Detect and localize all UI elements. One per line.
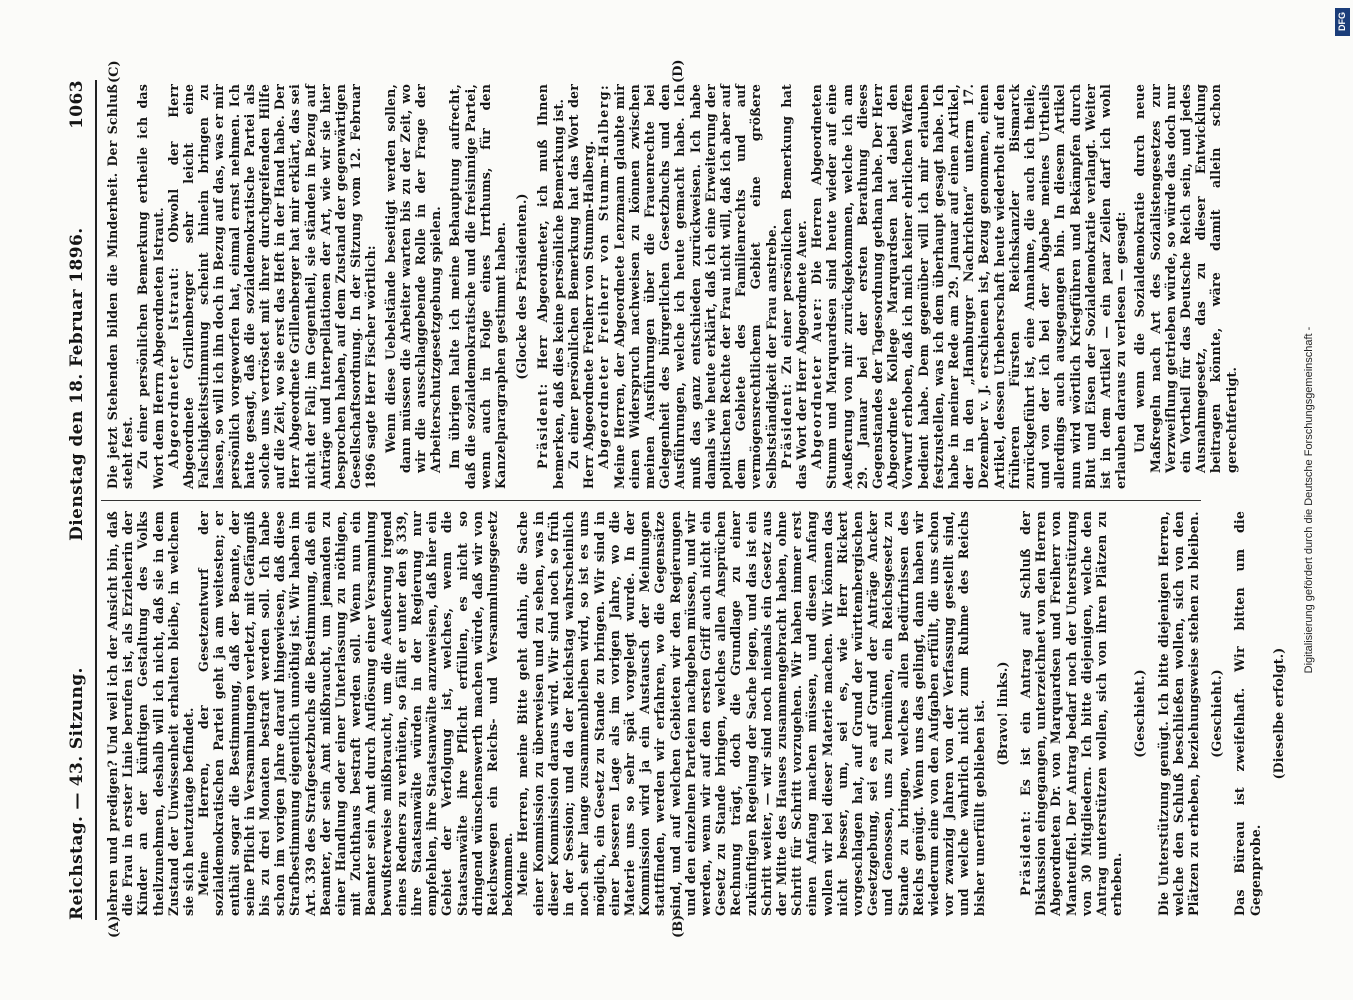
margin-marker-a: (A) bbox=[107, 915, 122, 938]
dfg-logo: DFG bbox=[1335, 8, 1350, 36]
paragraph: Meine Herren, der Abgeordnete Lenzmann glaubte mir einen Widerspruch nachweisen zu können zwischen meinen Ausführungen über die Frauenrechte bei Gelegenheit des bürgerlichen Gesetzbuchs und den Ausführungen, welche ich heute gemacht habe. Ich muß das ganz entschieden zurückweisen. Ich habe damals wie heute erklärt, daß ich eine Erweiterung der politischen Rechte der Frau nicht will, daß ich aber auf dem Gebiete des Familienrechts und auf vermögensrechtlichem Gebiet eine größere Selbstständigkeit der Frau anstrebe. bbox=[611, 84, 779, 489]
paragraph: Meine Herren, meine Bitte geht dahin, die Sache einer Kommission zu überweisen und zu sehen, was in dieser Kommission daraus wird. Wir sind noch so früh in der Session; und da der Reichstag wahrscheinlich noch sehr lange zusammenbleiben wird, so ist es uns möglich, ein Gesetz zu Stande zu bringen. Wir sind in einer besseren Lage als im vorigen Jahre, wo die Materie uns so sehr spät vorgelegt wurde. In der Kommission wird ja ein Austausch der Meinungen stattfinden, werden wir erfahren, wo die Gegensätze sind, und auf welchen Gebieten wir den Regierungen und den einzelnen Parteien nachgeben müssen, und wir werden, wenn wir auf den ersten Griff auch nicht ein Gesetz zu Stande bringen, welches allen Ansprüchen Rechnung trägt, doch die Grundlage zu einer zukünftigen Regelung der Sache legen, und das ist ein Schritt weiter, — wir sind noch niemals ein Gesetz aus der Mitte des Hauses zusammengebracht haben, ohne Schritt für Schritt vorzugehen. Wir haben immer erst einen Anfang machen müssen, und diesen Anfang wollen wir bei dieser Materie machen. Wir können das nicht besser, um, sei es, wie Herr Rickert vorgeschlagen hat, auf Grund der württembergischen Gesetzgebung, sei es auf Grund der Anträge Ancker und Genossen, uns zu bemühen, ein Reichsgesetz zu Stande zu bringen, welches allen Bedürfnissen des Reichs genügt. Wenn uns das gelingt, dann haben wir wiederum eine von den Aufgaben erfüllt, die uns schon vor zwanzig Jahren von der Verfassung gestellt sind, und welche wahrlich nicht zum Ruhme des Reichs bisher unerfüllt geblieben ist. bbox=[515, 511, 987, 916]
stage-direction: (Dieselbe erfolgt.) bbox=[1270, 647, 1286, 780]
stage-direction: (Geschieht.) bbox=[1132, 669, 1148, 758]
page-number: 1063 bbox=[67, 80, 87, 129]
paragraph: Obwohl der Herr Abgeordnete Grillenberger sehr leicht eine Falschigkeitsstimmung scheint hinein bringen zu lassen, so will ich ihn doch in Bezug auf das, was er mir persönlich vorgeworfen hat, einmal ernst nehmen. Ich hatte gesagt, daß die sozialdemokratische Partei als solche uns vertröstet mit ihrer durchgreifenden Hilfe auf die Zeit, wo sie erst das Heft in der Hand habe. Der Herr Abgeordnete Grillenberger hat mir erklärt, das sei nicht der Fall; im Gegentheil, sie ständen in Bezug auf Anträge und Interpellationen der Art, wie wir sie hier besprochen haben, auf dem Zustand der gegenwärtigen Gesellschaftsordnung. In der Sitzung vom 12. Februar 1896 sagte Herr Fischer wörtlich: bbox=[165, 84, 379, 489]
paragraph: Im übrigen halte ich meine Behauptung aufrecht, daß die sozialdemokratische und die freisinnige Partei, wenn auch in Folge eines Irrthums, für den Kanzelparagraphen gestimmt haben. bbox=[447, 84, 509, 489]
quotation: Wenn diese Uebelstände beseitigt werden sollen, dann müssen die Arbeiter warten bis zu der Zeit, wo wir die ausschlaggebende Rolle in der Frage der Arbeiterschutzgesetzgebung spielen. bbox=[382, 84, 444, 473]
column-divider bbox=[101, 500, 1201, 501]
paragraph: Zu einer persönlichen Bemerkung ertheile ich das Wort dem Herrn Abgeordneten Istraut. bbox=[135, 84, 166, 489]
margin-marker-b: (B) bbox=[671, 914, 686, 938]
left-column bbox=[105, 511, 1294, 916]
stage-direction: (Glocke des Präsidenten.) bbox=[514, 193, 530, 380]
paragraph: Es ist ein Antrag auf Schluß der Diskussion eingegangen, unterzeichnet von den Herren Abgeordneten Dr. von Marquardsen und Freiherr von Manteuffel. Der Antrag bedarf noch der Unterstützung von 30 Mitgliedern. Ich bitte diejenigen, welche den Antrag unterstützen wollen, sich von ihren Plätzen zu erheben. bbox=[1017, 511, 1125, 916]
paragraph: Das Büreau ist zweifelhaft. Wir bitten um die Gegenprobe. bbox=[1232, 511, 1263, 916]
page-header bbox=[67, 80, 95, 920]
speaker-stumm: Abgeordneter Freiherr von Stumm-Halberg: bbox=[596, 84, 612, 469]
header-left bbox=[67, 227, 87, 920]
header-date: Dienstag den 18. Februar 1896. bbox=[67, 227, 87, 541]
header-publication: Reichstag. bbox=[67, 815, 87, 920]
margin-marker-d: (D) bbox=[671, 59, 686, 83]
paragraph: Die Herren Abgeordneten Stumm und Marquardsen sind heute wieder auf eine Aeußerung von mir zurückgekommen, welche ich am 29. Januar bei der ersten Berathung dieses Gegenstandes der Tagesordnung gethan habe. Der Herr Abgeordnete Kollege Marquardsen hat dabei den Vorwurf erhoben, daß ich mich keiner ehrlichen Waffen bedient habe. Dem gegenüber will ich mir erlauben festzustellen, was ich dem überhaupt gesagt habe. Ich habe in meiner Rede am 29. Januar auf einen Artikel, der in den „Hamburger Nachrichten“ unterm 17. Dezember v. J. erschienen ist, Bezug genommen, einen Artikel, dessen Urheberschaft heute wiederholt auf den früheren Fürsten Reichskanzler Bismarck zurückgeführt ist, eine Annahme, die auch ich theile, und von der ich bei der Abgabe meines Urtheils allerdings auch ausgegangen bin. In diesem Artikel nun wird wörtlich Kriegführen und Bekämpfen durch Blut und Eisen der Sozialdemokratie verlangt. Weiter ist in dem Artikel — ein paar Zeilen darf ich wohl erlauben daraus zu verlesen — gesagt: bbox=[809, 84, 1129, 489]
speaker-auer: Abgeordneter Auer: bbox=[809, 296, 825, 469]
quotation: Und wenn die Sozialdemokratie durch neue Maßregeln nach Art des Sozialistengesetzes zur Verzweiflung getrieben würde, so würde das doch nur ein Vortheil für das Deutsche Reich sein, und jedes Ausnahmegesetz, das zu dieser Entwicklung beitragen könnte, wäre damit allein schon gerechtfertigt. bbox=[1132, 84, 1239, 473]
paragraph: Zu einer persönlichen Bemerkung hat das Wort der Herr Abgeordnete Freiherr von Stumm-Halberg. bbox=[565, 84, 597, 489]
speaker-president: Präsident: bbox=[535, 382, 551, 469]
paragraph: Die Unterstützung genügt. Ich bitte diejenigen Herren, welche den Schluß beschließen wollen, sich von den Plätzen zu erheben, beziehungsweise stehen zu bleiben. bbox=[1155, 511, 1202, 916]
speaker-president: Präsident: bbox=[778, 382, 794, 469]
speaker-istraut: Abgeordneter Istraut: bbox=[165, 266, 181, 469]
digitization-credit: Digitalisierung gefördert durch die Deutsche Forschungsgemeinschaft - bbox=[1303, 326, 1315, 674]
rotated-document-page bbox=[61, 60, 1291, 940]
paragraph: Zu einer persönlichen Bemerkung hat das Wort der Herr Abgeordnete Auer. bbox=[778, 84, 809, 489]
speaker-president: Präsident: bbox=[1017, 809, 1033, 896]
paragraph: Die jetzt Stehenden bilden die Minderheit. Der Schluß steht fest. bbox=[105, 84, 136, 489]
stage-direction: (Geschieht.) bbox=[1209, 669, 1225, 758]
header-separator: — bbox=[67, 792, 87, 810]
right-column bbox=[105, 84, 1239, 489]
margin-marker-c: (C) bbox=[107, 60, 122, 83]
stage-direction: (Bravo! links.) bbox=[994, 661, 1010, 766]
paragraph: lehren und predigen? Und weil ich der Ansicht bin, daß die Frau in erster Linie berufen ist, als Erzieherin der Kinder an der künftigen Gestaltung des Volks theilzunehmen, deshalb will ich nicht, daß sie in dem Zustand der Unwissenheit erhalten bleibe, in welchem sie sich heutzutage befindet. bbox=[105, 511, 197, 916]
header-rule bbox=[95, 80, 97, 920]
paragraph: Herr Abgeordneter, ich muß Ihnen bemerken, daß dies keine persönliche Bemerkung ist. bbox=[535, 84, 566, 489]
paragraph: Meine Herren, der Gesetzentwurf der sozialdemokratischen Partei geht ja am weitesten; er enthält sogar die Bestimmung, daß der Beamte, der seine Pflicht in Versammlungen verletzt, mit Gefängniß bis zu drei Monaten bestraft werden soll. Ich habe schon im vorigen Jahre darauf hingewiesen, daß diese Strafbestimmung eigentlich unnöthig ist. Wir haben im Art. 339 des Strafgesetzbuchs die Bestimmung, daß ein Beamter, der sein Amt mißbraucht, um jemanden zu einer Handlung oder einer Unterlassung zu nöthigen, mit Zuchthaus bestraft werden soll. Wenn nun ein Beamter sein Amt durch Auflösung einer Versammlung bewußterweise mißbraucht, um die Aeußerung irgend eines Redners zu verhüten, so fällt er unter den § 339, ihre Staatsanwälte würden in der Regierung nur empfehlen, ihre Staatsanwälte anzuweisen, daß hier ein Gebiet der Verfolgung ist, welches, wenn die Staatsanwälte ihre Pflicht erfüllen, es nicht so dringend wünschenswerth machen würde, daß wir von Reichswegen ein Reichs- und Versammlungsgesetz bekommen. bbox=[196, 511, 516, 916]
header-session: 43. Sitzung. bbox=[67, 667, 87, 787]
